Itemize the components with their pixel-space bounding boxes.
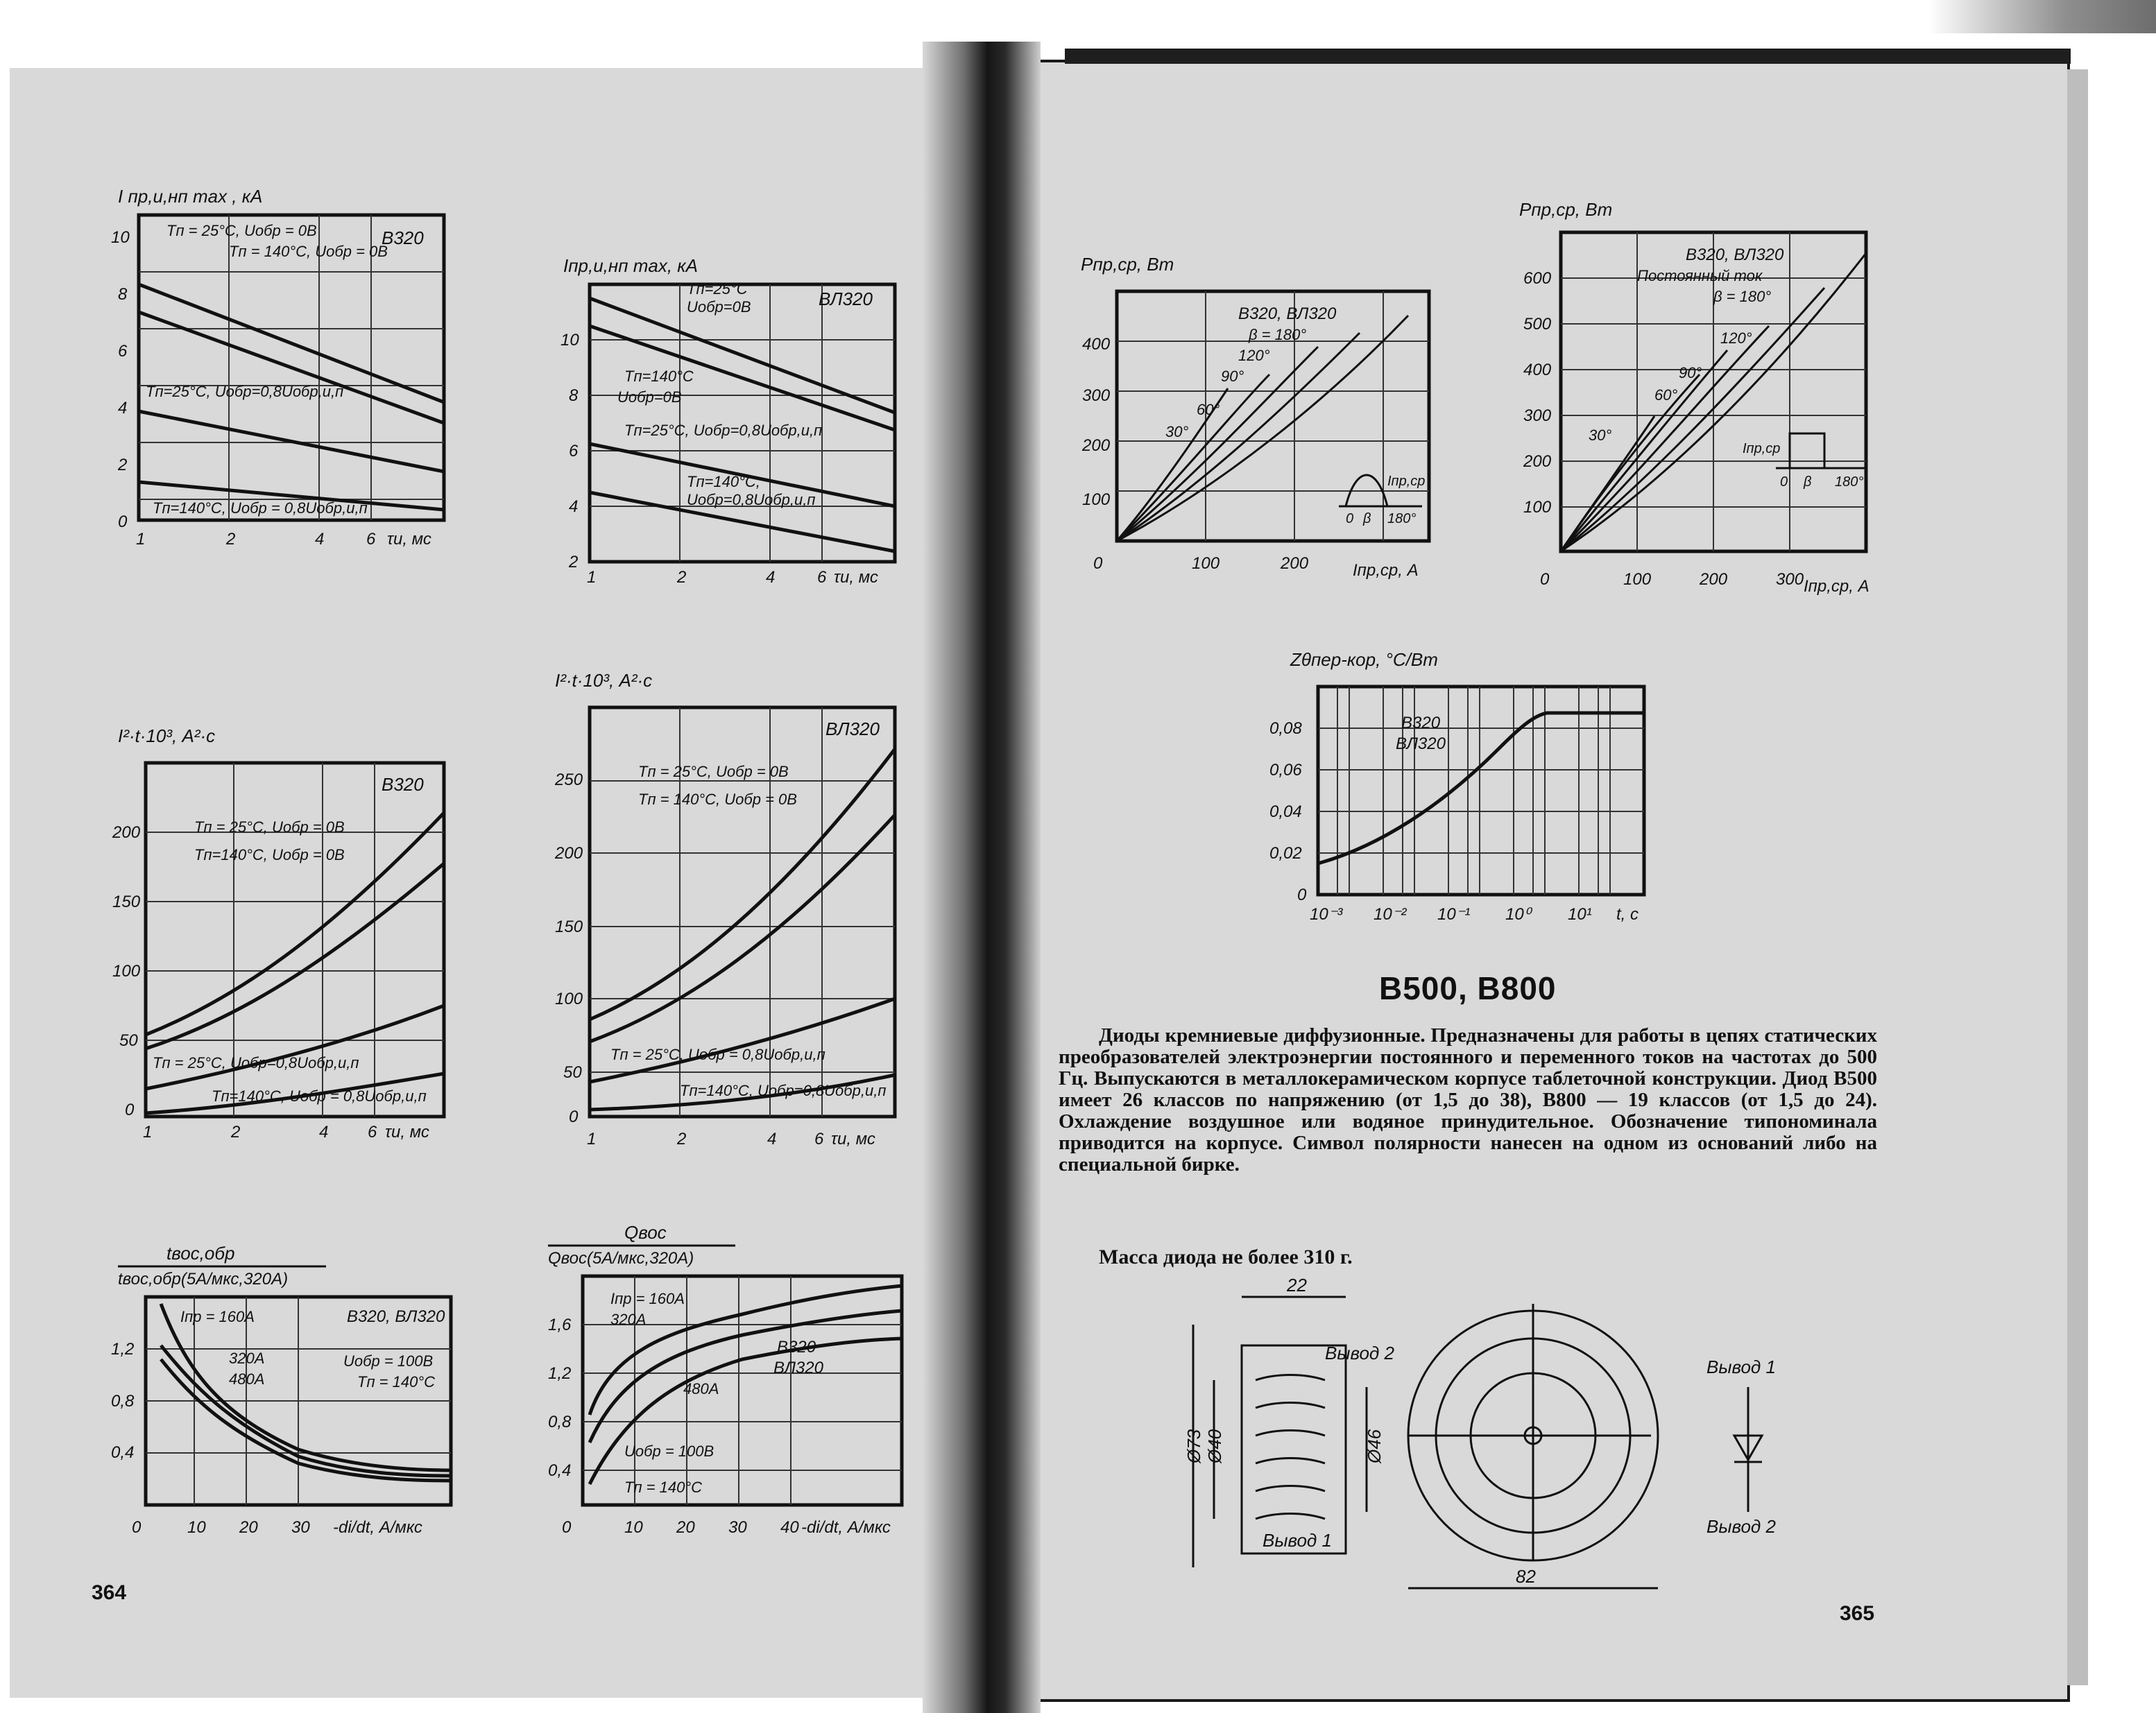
x-label: Iпр,ср, А: [1804, 577, 1870, 596]
chart-device: ВЛ320: [825, 718, 880, 739]
series-line: [1117, 347, 1318, 541]
chart-x-ticks: [1540, 570, 1870, 596]
curve-label: Iпр = 160А: [610, 1290, 685, 1307]
x-tick: 100: [1623, 570, 1652, 589]
x-tick: 2: [231, 1123, 241, 1142]
chart-trr-relative: [104, 1241, 493, 1560]
chart-y-label: Iпр,и,нп max, кА: [563, 257, 698, 276]
curve-label: 90°: [1679, 364, 1702, 381]
y-tick: 0,8: [548, 1413, 572, 1431]
x-tick: 2: [226, 530, 236, 549]
x-tick: 6: [814, 1130, 824, 1148]
chart-thermal-impedance: [1269, 645, 1658, 936]
page-number-right: 365: [1840, 1602, 1875, 1625]
x-tick: 300: [1776, 570, 1804, 589]
series-line: [590, 1338, 902, 1484]
y-tick: 0,4: [548, 1461, 572, 1480]
y-tick: 6: [118, 342, 128, 361]
page-right-edge: [2067, 69, 2088, 1685]
chart-plot: [146, 763, 444, 1117]
y-tick: 100: [1082, 490, 1111, 509]
chart-y-label-num: Qвос: [624, 1222, 667, 1243]
curve-label: Tп=25°C, Uобр=0,8Uобр,и,п: [624, 422, 823, 439]
chart-plot: [583, 1276, 902, 1505]
y-tick: 0: [118, 513, 128, 531]
chart-x-ticks: [136, 530, 431, 549]
x-tick: 6: [368, 1123, 377, 1142]
x-label: τи, мс: [387, 530, 431, 549]
x-tick: 10⁰: [1505, 905, 1531, 924]
chart-x-ticks: [1093, 554, 1419, 580]
x-tick: 20: [239, 1518, 258, 1537]
chart-y-ticks: [111, 228, 130, 531]
curve-label: Tп=140°C,: [687, 473, 760, 490]
curve-label: 120°: [1238, 347, 1270, 364]
y-tick: 0: [125, 1101, 135, 1119]
x-tick: 20: [676, 1518, 695, 1537]
curve-label: 480А: [683, 1380, 719, 1397]
y-tick: 0,4: [111, 1443, 135, 1462]
curve-label: Tп=25°C: [687, 280, 748, 298]
y-tick: 200: [1082, 436, 1111, 455]
curve-label: Tп=25°C, Uобр=0,8Uобр,и,п: [146, 383, 344, 400]
curve-label: Tп=140°C, Uобр = 0,8Uобр,и,п: [153, 499, 368, 517]
description-paragraph: Диоды кремниевые диффузионные. Предназначены для работы в цепях статических преобразователей электроэнергии постоянного и переменного токов на частотах до 500 Гц. Выпускаются в металлокерамическом корпусе таблеточной конструкции. Диод В500 имеет 26 классов по напряжению (от 1,5 до 38), В800 — 19 классов (от 1,5 до 24). Охлаждение воздушное или водяное принудительное. Обозначение типономинала приводится на корпусе. Символ полярности нанесен на одном из оснований либо на специальной бирке.: [1059, 1024, 1877, 1176]
x-tick: 1: [136, 530, 146, 549]
inset-label: Iпр,ср: [1387, 474, 1426, 489]
chart-device-2: ВЛ320: [1396, 734, 1446, 753]
chart-y-label: Zθпер-кор, °C/Вт: [1290, 649, 1438, 670]
y-tick: 4: [569, 497, 579, 516]
x-tick: 4: [315, 530, 325, 549]
x-tick: 4: [767, 1130, 777, 1148]
curve-label: 30°: [1589, 427, 1612, 444]
x-label: Iпр,ср, А: [1353, 561, 1419, 580]
chart-ipeak-b320: [104, 187, 493, 603]
y-tick: 0,02: [1269, 844, 1302, 863]
scan-corner-mark: [1928, 0, 2156, 33]
inset-label: β: [1363, 511, 1371, 526]
chart-y-label: Pпр,ср, Вт: [1519, 199, 1613, 220]
chart-grid: [1318, 687, 1644, 895]
curve-label: 60°: [1197, 401, 1220, 418]
curve-label: Uобр=0В: [617, 388, 682, 406]
y-tick: 400: [1523, 361, 1552, 379]
chart-x-ticks: [587, 1130, 875, 1148]
diode-outline-drawing: [1138, 1269, 1928, 1616]
y-tick: 200: [112, 823, 141, 842]
x-tick: 40: [780, 1518, 799, 1537]
series-line: [1318, 713, 1644, 863]
y-tick: 0: [1297, 886, 1307, 904]
x-tick: 2: [677, 1130, 687, 1148]
x-tick: 10⁻²: [1374, 905, 1407, 924]
y-tick: 10: [561, 331, 579, 350]
y-tick: 6: [569, 442, 579, 460]
x-tick: 10: [187, 1518, 206, 1537]
curve-label: 320А: [229, 1350, 265, 1367]
page-top-edge: [1065, 49, 2071, 64]
curve-label: Tп = 25°C, Uобр = 0В: [166, 222, 317, 239]
curve-label: Uобр=0,8Uобр,и,п: [687, 491, 816, 508]
y-tick: 200: [555, 844, 583, 863]
x-tick: 0: [1093, 554, 1103, 573]
chart-y-ticks: [112, 823, 141, 1119]
lead-1-label: Вывод 1: [1263, 1530, 1332, 1551]
curve-label: 90°: [1221, 368, 1244, 385]
x-tick: 30: [728, 1518, 747, 1537]
dim-d40: Ø40: [1204, 1429, 1225, 1463]
side-view: [1183, 1275, 1395, 1567]
y-tick: 10: [111, 228, 130, 247]
chart-x-ticks: [132, 1518, 422, 1537]
x-tick: 4: [319, 1123, 329, 1142]
curve-label: 320А: [610, 1311, 647, 1328]
curve-label: Tп = 25°C, Uобр=0,8Uобр,и,п: [153, 1054, 359, 1071]
chart-plot: [590, 280, 895, 562]
symbol-lead-2: Вывод 2: [1706, 1516, 1776, 1537]
x-tick: 0: [1540, 570, 1550, 589]
x-tick: 2: [677, 568, 687, 587]
x-tick: 10⁻¹: [1437, 905, 1471, 924]
x-label: -di/dt, А/мкс: [333, 1518, 422, 1537]
x-tick: 100: [1192, 554, 1220, 573]
x-tick: 200: [1700, 570, 1728, 589]
y-tick: 50: [119, 1031, 138, 1050]
series-line: [590, 999, 895, 1082]
chart-y-label: I пр,и,нп max , кА: [118, 187, 263, 207]
y-tick: 200: [1523, 452, 1552, 471]
chart-plot: [1117, 291, 1429, 541]
diode-symbol: [1706, 1357, 1777, 1537]
chart-y-ticks: [554, 771, 583, 1126]
series-line: [590, 815, 895, 1042]
chart-y-label-den: Qвос(5А/мкс,320А): [548, 1249, 694, 1268]
y-tick: 0,04: [1269, 802, 1302, 821]
chart-y-ticks: [1523, 269, 1552, 517]
inset-label: β: [1804, 474, 1812, 490]
curve-label: Tп = 140°C: [357, 1373, 436, 1391]
y-tick: 100: [112, 962, 141, 981]
curve-label: Постоянный ток: [1637, 267, 1763, 284]
chart-power-rect: [1512, 191, 1887, 607]
series-line: [590, 749, 895, 1019]
chart-device: В320: [1401, 714, 1441, 732]
inset-label: 0: [1346, 511, 1354, 526]
y-tick: 0,8: [111, 1392, 135, 1411]
x-tick: 1: [587, 568, 597, 587]
chart-y-ticks: [548, 1316, 572, 1480]
y-tick: 0,06: [1269, 761, 1302, 780]
x-tick: 4: [766, 568, 776, 587]
x-tick: 1: [587, 1130, 597, 1148]
chart-y-ticks: [1081, 335, 1111, 509]
chart-i2t-b320: [104, 721, 493, 1165]
dim-width: 22: [1287, 1275, 1307, 1295]
inset-label: 0: [1780, 474, 1788, 490]
curve-label: Tп=140°C, Uобр = 0,8Uобр,и,п: [212, 1087, 427, 1105]
chart-device: В320: [382, 774, 424, 795]
series-line: [139, 411, 444, 472]
curve-label: 30°: [1165, 423, 1189, 440]
curve-label: Uобр = 100В: [624, 1443, 715, 1460]
y-tick: 50: [563, 1063, 582, 1082]
chart-y-ticks: [561, 331, 579, 571]
x-tick: 10¹: [1568, 905, 1592, 924]
curve-label: Tп=140°C, Uобр = 0В: [194, 846, 345, 863]
curve-label: Tп = 25°C, Uобр = 0В: [638, 763, 789, 780]
y-tick: 8: [569, 386, 579, 405]
curve-label: 120°: [1720, 329, 1752, 347]
y-tick: 600: [1523, 269, 1552, 288]
chart-qrr-relative: [534, 1221, 936, 1560]
chart-device-2: ВЛ320: [773, 1359, 823, 1377]
curve-label: Iпр = 160А: [180, 1308, 255, 1325]
curve-label: Tп = 140°C: [624, 1479, 703, 1496]
y-tick: 0: [569, 1108, 579, 1126]
series-line: [146, 1006, 444, 1089]
x-label: τи, мс: [831, 1130, 875, 1148]
x-tick: 6: [817, 568, 827, 587]
y-tick: 0,08: [1269, 719, 1302, 738]
curve-label: Tп=140°C, Uобр=0,8Uобр,и,п: [680, 1082, 887, 1099]
mass-note: Масса диода не более 310 г.: [1099, 1246, 1353, 1268]
chart-plot: [1561, 232, 1866, 551]
x-tick: 6: [366, 530, 376, 549]
y-tick: 400: [1082, 335, 1111, 354]
chart-y-label-den: tвос,обр(5А/мкс,320А): [118, 1270, 289, 1289]
chart-x-ticks: [562, 1518, 891, 1537]
y-tick: 8: [118, 285, 128, 304]
dim-d73: Ø73: [1183, 1429, 1204, 1463]
section-description: [1059, 1025, 1877, 1176]
chart-plot: [1318, 687, 1644, 895]
series-line: [1561, 350, 1727, 551]
y-tick: 150: [112, 893, 141, 911]
chart-device: В320: [777, 1338, 816, 1357]
page-number-left: 364: [92, 1581, 127, 1604]
chart-device: В320, ВЛ320: [1686, 246, 1784, 264]
curve-label: Tп = 25°C, Uобр = 0,8Uобр,и,п: [610, 1046, 825, 1063]
series-line: [590, 1311, 902, 1443]
y-tick: 300: [1082, 386, 1111, 405]
chart-ipeak-vl320: [555, 257, 943, 617]
curve-label: Tп = 25°C, Uобр = 0В: [194, 818, 345, 836]
x-tick: 1: [143, 1123, 153, 1142]
x-tick: 30: [291, 1518, 310, 1537]
chart-y-ticks: [1269, 719, 1307, 904]
curve-label: Tп = 140°C, Uобр = 0В: [638, 791, 797, 808]
chart-plot: [590, 707, 895, 1117]
chart-y-label-num: tвос,обр: [166, 1243, 235, 1264]
chart-x-ticks: [587, 568, 878, 587]
y-tick: 1,2: [111, 1340, 135, 1359]
chart-y-ticks: [111, 1340, 135, 1462]
dim-d46: Ø46: [1364, 1429, 1385, 1463]
lead-2-label: Вывод 2: [1325, 1343, 1394, 1363]
top-view: [1408, 1304, 1658, 1588]
y-tick: 150: [555, 918, 583, 936]
y-tick: 100: [1523, 498, 1552, 517]
chart-device: В320, ВЛ320: [347, 1307, 445, 1326]
section-title: В500, В800: [1379, 970, 1557, 1006]
curve-label: Tп = 140°C, Uобр = 0В: [229, 243, 388, 260]
chart-y-label: Pпр,ср, Вт: [1081, 254, 1174, 275]
symbol-lead-1: Вывод 1: [1706, 1357, 1776, 1377]
y-tick: 2: [118, 456, 128, 474]
x-label: t, с: [1616, 905, 1639, 924]
y-tick: 250: [555, 771, 583, 789]
x-label: τи, мс: [385, 1123, 429, 1142]
chart-x-ticks: [143, 1123, 429, 1142]
x-label: τи, мс: [834, 568, 878, 587]
chart-y-label: I²·t·10³, А²·с: [555, 670, 653, 691]
x-label: -di/dt, А/мкс: [801, 1518, 891, 1537]
dim-82: 82: [1516, 1566, 1536, 1587]
y-tick: 1,2: [548, 1364, 572, 1383]
y-tick: 300: [1523, 406, 1552, 425]
curve-label: β = 180°: [1713, 288, 1772, 305]
x-tick: 0: [562, 1518, 572, 1537]
chart-y-label: I²·t·10³, А²·с: [118, 725, 216, 746]
curve-label: Uобр=0В: [687, 298, 751, 316]
y-tick: 500: [1523, 315, 1552, 334]
y-tick: 4: [118, 399, 128, 418]
curve-label: 60°: [1654, 386, 1678, 404]
inset-label: Iпр,ср: [1743, 441, 1781, 456]
x-tick: 0: [132, 1518, 142, 1537]
chart-device: ВЛ320: [819, 289, 873, 309]
chart-device: В320: [382, 227, 424, 248]
chart-power-sine: [1075, 250, 1464, 596]
x-tick: 10⁻³: [1310, 905, 1343, 924]
chart-device: В320, ВЛ320: [1238, 304, 1337, 323]
y-tick: 1,6: [548, 1316, 572, 1334]
curve-label: Tп=140°C: [624, 368, 694, 385]
chart-i2t-vl320: [548, 666, 936, 1165]
curve-label: 480А: [229, 1370, 265, 1388]
curve-label: β = 180°: [1249, 326, 1307, 343]
chart-x-ticks: [1310, 905, 1639, 924]
y-tick: 100: [555, 990, 583, 1008]
x-tick: 10: [624, 1518, 643, 1537]
curve-label: Uобр = 100В: [343, 1352, 434, 1370]
chart-plot: [139, 215, 444, 520]
inset-label: 180°: [1387, 511, 1417, 526]
inset-label: 180°: [1835, 474, 1864, 490]
waveform-inset-sine: [1339, 474, 1425, 526]
chart-plot: [146, 1297, 451, 1505]
x-tick: 200: [1281, 554, 1309, 573]
y-tick: 2: [569, 553, 579, 571]
